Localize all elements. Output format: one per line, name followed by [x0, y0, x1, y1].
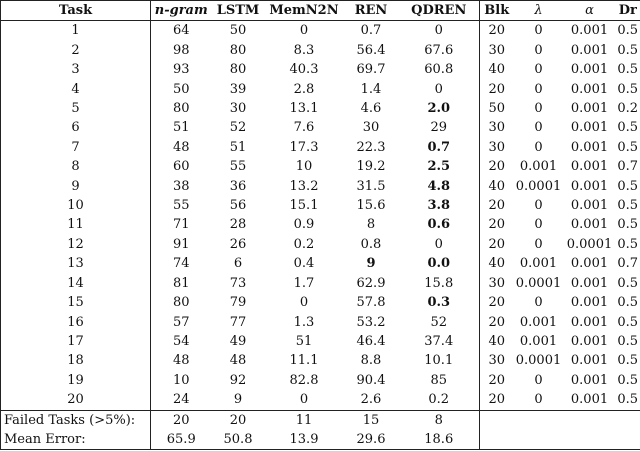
- cell-task: 6: [1, 118, 151, 137]
- cell-lambda: 0: [534, 23, 543, 39]
- cell-task: 7: [1, 138, 151, 157]
- cell-memn2n: 82.8: [289, 372, 319, 388]
- cell-qdren: 0.7: [427, 139, 451, 155]
- cell-qdren: 15.8: [424, 275, 454, 291]
- cell-lstm: 9: [212, 390, 265, 410]
- cell-task: 15: [1, 293, 151, 312]
- cell-qdren: 60.8: [424, 62, 454, 78]
- footer-row: [1, 410, 640, 430]
- cell-blk: 20: [480, 313, 514, 332]
- cell-lstm: 48: [229, 353, 247, 369]
- cell-task: 17: [1, 332, 151, 351]
- cell-lambda: 0: [534, 372, 543, 388]
- cell-ren: 0.7: [360, 23, 382, 39]
- cell-memn2n: 15.1: [289, 198, 319, 214]
- cell-task: 5: [1, 99, 151, 118]
- cell-lambda: 0: [534, 217, 543, 233]
- cell-memn2n: 51: [295, 333, 313, 349]
- cell-ren: 62.9: [356, 275, 386, 291]
- cell-lambda: 0: [534, 101, 543, 117]
- cell-task: 2: [1, 41, 151, 60]
- table-row: [1, 293, 640, 312]
- footer-label: Mean Error:: [1, 430, 151, 450]
- header-task: Task: [1, 1, 151, 21]
- footer-empty-block: [480, 430, 640, 450]
- footer-lstm: 50.8: [212, 430, 265, 450]
- cell-task: 3: [1, 60, 151, 79]
- cell-alpha: 0.001: [570, 81, 609, 97]
- table-row: [1, 313, 640, 332]
- cell-ren: 15.6: [356, 198, 386, 214]
- cell-qdren: 0.3: [427, 295, 451, 311]
- cell-lstm: 50: [229, 23, 247, 39]
- cell-dr: 0.5: [616, 274, 640, 293]
- cell-memn2n: 0: [299, 295, 309, 311]
- cell-alpha: 0.001: [564, 390, 616, 410]
- cell-qdren: 10.1: [424, 353, 454, 369]
- header-blk: Blk: [480, 1, 514, 21]
- cell-lambda: 0: [534, 42, 543, 58]
- cell-alpha: 0.001: [570, 333, 609, 349]
- cell-dr: 0.5: [616, 21, 640, 41]
- cell-lstm: 73: [229, 275, 247, 291]
- cell-alpha: 0.001: [570, 62, 609, 78]
- table-row: [1, 274, 640, 293]
- cell-blk: 20: [480, 390, 514, 410]
- cell-ngram: 24: [151, 390, 212, 410]
- cell-ngram: 80: [151, 99, 212, 118]
- cell-ngram: 81: [151, 274, 212, 293]
- cell-lstm: 56: [229, 198, 247, 214]
- header-row: [1, 1, 640, 21]
- table-row: [1, 99, 640, 118]
- cell-qdren: 0: [434, 236, 443, 252]
- footer-row: [1, 430, 640, 450]
- cell-lambda: 0: [534, 236, 543, 252]
- cell-qdren: 0.6: [427, 217, 451, 233]
- cell-lstm: 92: [229, 372, 247, 388]
- cell-alpha: 0.001: [570, 159, 609, 175]
- cell-lambda: 0: [534, 81, 543, 97]
- header-dr: Dr: [616, 1, 640, 21]
- cell-lambda: 0.001: [519, 256, 558, 272]
- cell-lambda: 0.001: [519, 159, 558, 175]
- cell-memn2n: 0.4: [293, 256, 315, 272]
- table-row: [1, 41, 640, 60]
- cell-ren: 0.8: [360, 236, 382, 252]
- cell-memn2n: 10: [295, 159, 313, 175]
- cell-blk: 20: [480, 21, 514, 41]
- cell-lambda: 0.0001: [515, 353, 562, 369]
- cell-blk: 30: [480, 41, 514, 60]
- footer-qdren: 8: [399, 410, 480, 430]
- table-footer: [1, 410, 640, 450]
- cell-alpha: 0.001: [570, 198, 609, 214]
- cell-memn2n: 0: [265, 390, 344, 410]
- table-row: [1, 80, 640, 99]
- cell-lambda: 0.001: [519, 314, 558, 330]
- cell-ngram: 55: [151, 196, 212, 215]
- cell-ngram: 38: [151, 177, 212, 196]
- table-row: [1, 351, 640, 370]
- cell-ngram: 51: [151, 118, 212, 137]
- cell-ngram: 93: [151, 60, 212, 79]
- cell-blk: 30: [480, 351, 514, 370]
- cell-dr: 0.5: [616, 138, 640, 157]
- cell-lstm: 39: [229, 81, 247, 97]
- cell-task: 1: [1, 21, 151, 41]
- cell-qdren: 0.2: [399, 390, 480, 410]
- footer-label: Failed Tasks (>5%):: [1, 410, 151, 430]
- cell-qdren: 0: [434, 23, 443, 39]
- cell-alpha: 0.001: [570, 353, 609, 369]
- table-body: [1, 21, 640, 410]
- cell-alpha: 0.001: [570, 139, 609, 155]
- cell-lstm: 36: [229, 178, 247, 194]
- cell-lambda: 0.0001: [515, 275, 562, 291]
- cell-blk: 20: [480, 235, 514, 254]
- cell-lstm: 51: [229, 139, 247, 155]
- cell-dr: 0.5: [616, 215, 640, 234]
- cell-lstm: 26: [229, 236, 247, 252]
- cell-qdren: 0.0: [427, 256, 451, 272]
- cell-memn2n: 0.9: [293, 217, 315, 233]
- table-row: [1, 371, 640, 390]
- cell-blk: 40: [480, 332, 514, 351]
- cell-alpha: 0.001: [570, 275, 609, 291]
- cell-lambda: 0: [534, 198, 543, 214]
- cell-ren: 57.8: [356, 295, 386, 311]
- cell-lambda: 0: [534, 295, 543, 311]
- cell-blk: 20: [480, 215, 514, 234]
- cell-dr: 0.5: [616, 60, 640, 79]
- cell-ngram: 54: [151, 332, 212, 351]
- cell-blk: 40: [480, 177, 514, 196]
- cell-ren: 19.2: [356, 159, 386, 175]
- cell-qdren: 4.8: [427, 178, 451, 194]
- cell-ren: 9: [366, 256, 376, 272]
- cell-lstm: 49: [229, 333, 247, 349]
- cell-lstm: 52: [229, 120, 247, 136]
- cell-blk: 20: [480, 157, 514, 176]
- cell-ren: 56.4: [356, 42, 386, 58]
- cell-ren: 69.7: [356, 62, 386, 78]
- cell-lambda: 0: [534, 120, 543, 136]
- header-ren: REN: [344, 1, 399, 21]
- cell-memn2n: 13.1: [289, 101, 319, 117]
- cell-ren: 1.4: [360, 81, 382, 97]
- table-row: [1, 60, 640, 79]
- footer-ren: 29.6: [344, 430, 399, 450]
- cell-memn2n: 2.8: [293, 81, 315, 97]
- cell-memn2n: 17.3: [289, 139, 319, 155]
- cell-lstm: 28: [229, 217, 247, 233]
- header-alpha: α: [564, 1, 616, 21]
- cell-qdren: 2.0: [427, 101, 451, 117]
- cell-ngram: 98: [151, 41, 212, 60]
- cell-memn2n: 11.1: [289, 353, 319, 369]
- cell-task: 18: [1, 351, 151, 370]
- cell-ngram: 91: [151, 235, 212, 254]
- cell-memn2n: 40.3: [289, 62, 319, 78]
- header-lambda: λ: [514, 1, 564, 21]
- cell-task: 20: [1, 390, 151, 410]
- cell-alpha: 0.001: [570, 256, 609, 272]
- cell-alpha: 0.001: [570, 372, 609, 388]
- cell-lstm: 80: [229, 62, 247, 78]
- cell-task: 8: [1, 157, 151, 176]
- footer-memn2n: 13.9: [265, 430, 344, 450]
- cell-lambda: 0.0001: [515, 178, 562, 194]
- table-row: [1, 157, 640, 176]
- cell-ren: 90.4: [356, 372, 386, 388]
- cell-lambda: 0: [514, 390, 564, 410]
- header-ngram: [151, 1, 212, 21]
- table-row: [1, 21, 640, 41]
- footer-ngram: 20: [151, 410, 212, 430]
- cell-lstm: 30: [229, 101, 247, 117]
- cell-lstm: 55: [229, 159, 247, 175]
- cell-ngram: 60: [151, 157, 212, 176]
- cell-ren: 4.6: [360, 101, 382, 117]
- table-row: [1, 177, 640, 196]
- footer-memn2n: 11: [265, 410, 344, 430]
- cell-ngram: 57: [151, 313, 212, 332]
- cell-lambda: 0: [534, 62, 543, 78]
- cell-qdren: 3.8: [427, 198, 451, 214]
- cell-dr: 0.7: [616, 157, 640, 176]
- cell-task: 4: [1, 80, 151, 99]
- cell-alpha: 0.0001: [566, 236, 613, 252]
- cell-memn2n: 8.3: [293, 42, 315, 58]
- cell-lstm: 79: [229, 295, 247, 311]
- cell-memn2n: 0.2: [293, 236, 315, 252]
- cell-dr: 0.5: [616, 118, 640, 137]
- table-row: [1, 118, 640, 137]
- cell-dr: 0.7: [616, 254, 640, 273]
- cell-blk: 20: [480, 80, 514, 99]
- cell-ren: 31.5: [356, 178, 386, 194]
- cell-ngram: 48: [151, 351, 212, 370]
- cell-blk: 30: [480, 274, 514, 293]
- cell-qdren: 29: [430, 120, 448, 136]
- footer-ngram: 65.9: [151, 430, 212, 450]
- cell-blk: 50: [480, 99, 514, 118]
- cell-dr: 0.5: [616, 371, 640, 390]
- cell-alpha: 0.001: [570, 295, 609, 311]
- cell-qdren: 52: [430, 314, 448, 330]
- cell-ngram: 71: [151, 215, 212, 234]
- cell-ngram: 64: [151, 21, 212, 41]
- footer-ren: 15: [344, 410, 399, 430]
- cell-lstm: 80: [229, 42, 247, 58]
- table-row: [1, 332, 640, 351]
- cell-dr: 0.5: [616, 332, 640, 351]
- table-row: [1, 390, 640, 410]
- cell-ngram: 80: [151, 293, 212, 312]
- cell-qdren: 67.6: [424, 42, 454, 58]
- cell-ren: 8.8: [360, 353, 382, 369]
- cell-alpha: 0.001: [570, 217, 609, 233]
- cell-ren: 2.6: [344, 390, 399, 410]
- cell-task: 16: [1, 313, 151, 332]
- cell-ngram: 74: [151, 254, 212, 273]
- table-row: [1, 138, 640, 157]
- cell-dr: 0.5: [616, 293, 640, 312]
- cell-blk: 20: [480, 196, 514, 215]
- cell-task: 9: [1, 177, 151, 196]
- cell-blk: 40: [480, 254, 514, 273]
- cell-memn2n: 1.3: [293, 314, 315, 330]
- cell-blk: 30: [480, 138, 514, 157]
- cell-lstm: 6: [233, 256, 243, 272]
- cell-ren: 30: [362, 120, 380, 136]
- cell-blk: 20: [480, 293, 514, 312]
- table-row: [1, 254, 640, 273]
- header-ngram-label: n-gram: [154, 3, 208, 18]
- cell-task: 11: [1, 215, 151, 234]
- cell-alpha: 0.001: [570, 120, 609, 136]
- footer-empty-block: [480, 410, 640, 430]
- cell-alpha: 0.001: [570, 42, 609, 58]
- footer-lstm: 20: [212, 410, 265, 430]
- cell-dr: 0.5: [616, 196, 640, 215]
- cell-ren: 53.2: [356, 314, 386, 330]
- header-memn2n: MemN2N: [265, 1, 344, 21]
- cell-blk: 20: [480, 371, 514, 390]
- cell-memn2n: 13.2: [289, 178, 319, 194]
- cell-alpha: 0.001: [570, 23, 609, 39]
- cell-lambda: 0.001: [519, 333, 558, 349]
- cell-blk: 30: [480, 118, 514, 137]
- cell-alpha: 0.001: [570, 101, 609, 117]
- cell-ren: 8: [366, 217, 376, 233]
- cell-dr: 0.5: [616, 80, 640, 99]
- cell-task: 10: [1, 196, 151, 215]
- cell-ngram: 10: [151, 371, 212, 390]
- cell-alpha: 0.001: [570, 178, 609, 194]
- cell-lambda: 0: [534, 139, 543, 155]
- cell-qdren: 85: [430, 372, 448, 388]
- cell-blk: 40: [480, 60, 514, 79]
- cell-task: 13: [1, 254, 151, 273]
- table-row: [1, 196, 640, 215]
- cell-alpha: 0.001: [570, 314, 609, 330]
- cell-qdren: 2.5: [427, 159, 451, 175]
- cell-ren: 46.4: [356, 333, 386, 349]
- header-lstm: LSTM: [212, 1, 265, 21]
- table-row: [1, 235, 640, 254]
- cell-memn2n: 0: [299, 23, 309, 39]
- cell-dr: 0.5: [616, 41, 640, 60]
- cell-ren: 22.3: [356, 139, 386, 155]
- cell-dr: 0.2: [616, 99, 640, 118]
- cell-dr: 0.5: [616, 177, 640, 196]
- cell-dr: 0.5: [616, 235, 640, 254]
- cell-qdren: 37.4: [424, 333, 454, 349]
- cell-dr: 0.5: [616, 390, 640, 410]
- cell-ngram: 48: [151, 138, 212, 157]
- cell-task: 14: [1, 274, 151, 293]
- cell-dr: 0.5: [616, 313, 640, 332]
- header-qdren: QDREN: [399, 1, 480, 21]
- cell-memn2n: 7.6: [293, 120, 315, 136]
- footer-qdren: 18.6: [399, 430, 480, 450]
- cell-memn2n: 1.7: [293, 275, 315, 291]
- cell-dr: 0.5: [616, 351, 640, 370]
- table-row: [1, 215, 640, 234]
- cell-qdren: 0: [434, 81, 443, 97]
- cell-task: 12: [1, 235, 151, 254]
- cell-ngram: 50: [151, 80, 212, 99]
- cell-task: 19: [1, 371, 151, 390]
- cell-lstm: 77: [229, 314, 247, 330]
